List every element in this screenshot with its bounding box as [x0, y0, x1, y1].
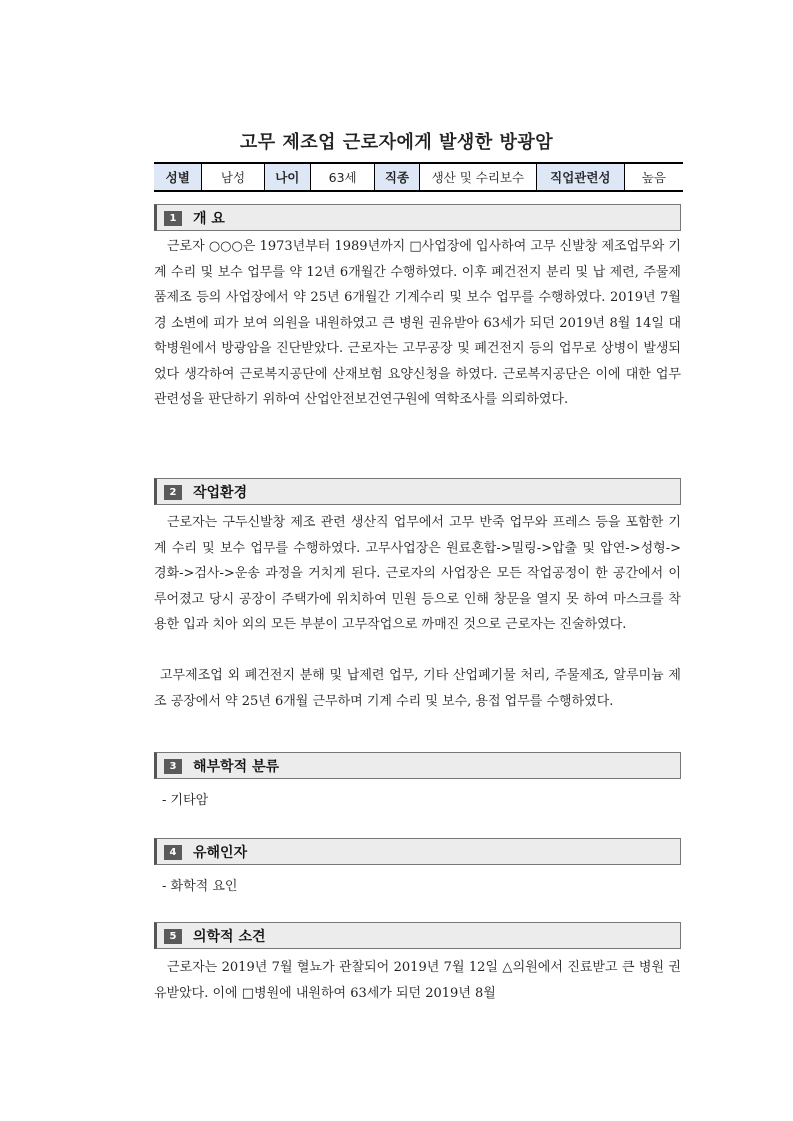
age-value: 63세: [311, 163, 375, 191]
work-environment-paragraph-2: 고무제조업 외 폐건전지 분해 및 납제련 업무, 기타 산업폐기물 처리, 주물제조, 알루미늄 제조 공장에서 약 25년 6개월 근무하며 기계 수리 및 보수, 용접 업무를 수행하였다.: [154, 668, 681, 709]
relevance-label: 직업관련성: [536, 163, 624, 191]
section-header-work-environment: [154, 478, 681, 505]
sex-value: 남성: [202, 163, 264, 191]
section-title: 해부학적 분류: [193, 759, 280, 775]
section-title: 유해인자: [193, 845, 248, 861]
relevance-value: 높음: [624, 163, 683, 191]
section-header-anatomical-class: [154, 752, 681, 779]
sex-label: 성별: [154, 163, 202, 191]
section-header-medical-findings: [154, 922, 681, 949]
anatomical-class-item: - 기타암: [162, 793, 209, 808]
info-table: [154, 162, 683, 192]
medical-findings-paragraph: 근로자는 2019년 7월 혈뇨가 관찰되어 2019년 7월 12일 △의원에서 진료받고 큰 병원 권유받았다. 이에 □병원에 내원하여 63세가 되던 2019년 8월: [154, 960, 681, 1001]
section-title: 개 요: [193, 211, 225, 227]
job-value: 생산 및 수리보수: [419, 163, 536, 191]
overview-paragraph: 근로자 ○○○은 1973년부터 1989년까지 □사업장에 입사하여 고무 신발창 제조업무와 기계 수리 및 보수 업무를 약 12년 6개월간 수행하였다. 이후 폐건전지 분리 및 납 제련, 주물제품제조 등의 사업장에서 약 25년 6개월간 기계수리 및 보수 업무를 수행하였다. 2019년 7월경 소변에 피가 보여 의원을 내원하였고 큰 병원 권유받아 63세가 되던 2019년 8월 14일 대학병원에서 방광암을 진단받았다. 근로자는 고무공장 및 폐건전지 등의 업무로 상병이 발생되었다 생각하여 근로복지공단에 산재보험 요양신청을 하였다. 근로복지공단은 이에 대한 업무관련성을 판단하기 위하여 산업안전보건연구원에 역학조사를 의뢰하였다.: [154, 239, 681, 407]
hazard-factor-item: - 화학적 요인: [162, 879, 238, 894]
section-number: 1: [164, 211, 182, 226]
age-label: 나이: [264, 163, 310, 191]
section-number: 2: [164, 485, 182, 500]
work-environment-paragraph: 근로자는 구두신발창 제조 관련 생산직 업무에서 고무 반죽 업무와 프레스 등을 포함한 기계 수리 및 보수 업무를 수행하였다. 고무사업장은 원료혼합->밀링->압출 및 압연->성형->경화->검사->운송 과정을 거치게 된다. 근로자의 사업장은 모든 작업공정이 한 공간에서 이루어졌고 당시 공장이 주택가에 위치하여 민원 등으로 인해 창문을 열지 못 하여 마스크를 착용한 입과 치아 외의 모든 부분이 고무작업으로 까매진 것으로 근로자는 진술하였다.: [154, 515, 681, 632]
section-header-overview: [154, 204, 681, 231]
page-title: 고무 제조업 근로자에게 발생한 방광암: [239, 132, 554, 153]
section-number: 3: [164, 759, 182, 774]
section-title: 작업환경: [193, 485, 248, 501]
section-title: 의학적 소견: [193, 929, 266, 945]
section-header-hazard-factor: [154, 838, 681, 865]
section-number: 4: [164, 845, 182, 860]
job-label: 직종: [375, 163, 419, 191]
section-number: 5: [164, 929, 182, 944]
